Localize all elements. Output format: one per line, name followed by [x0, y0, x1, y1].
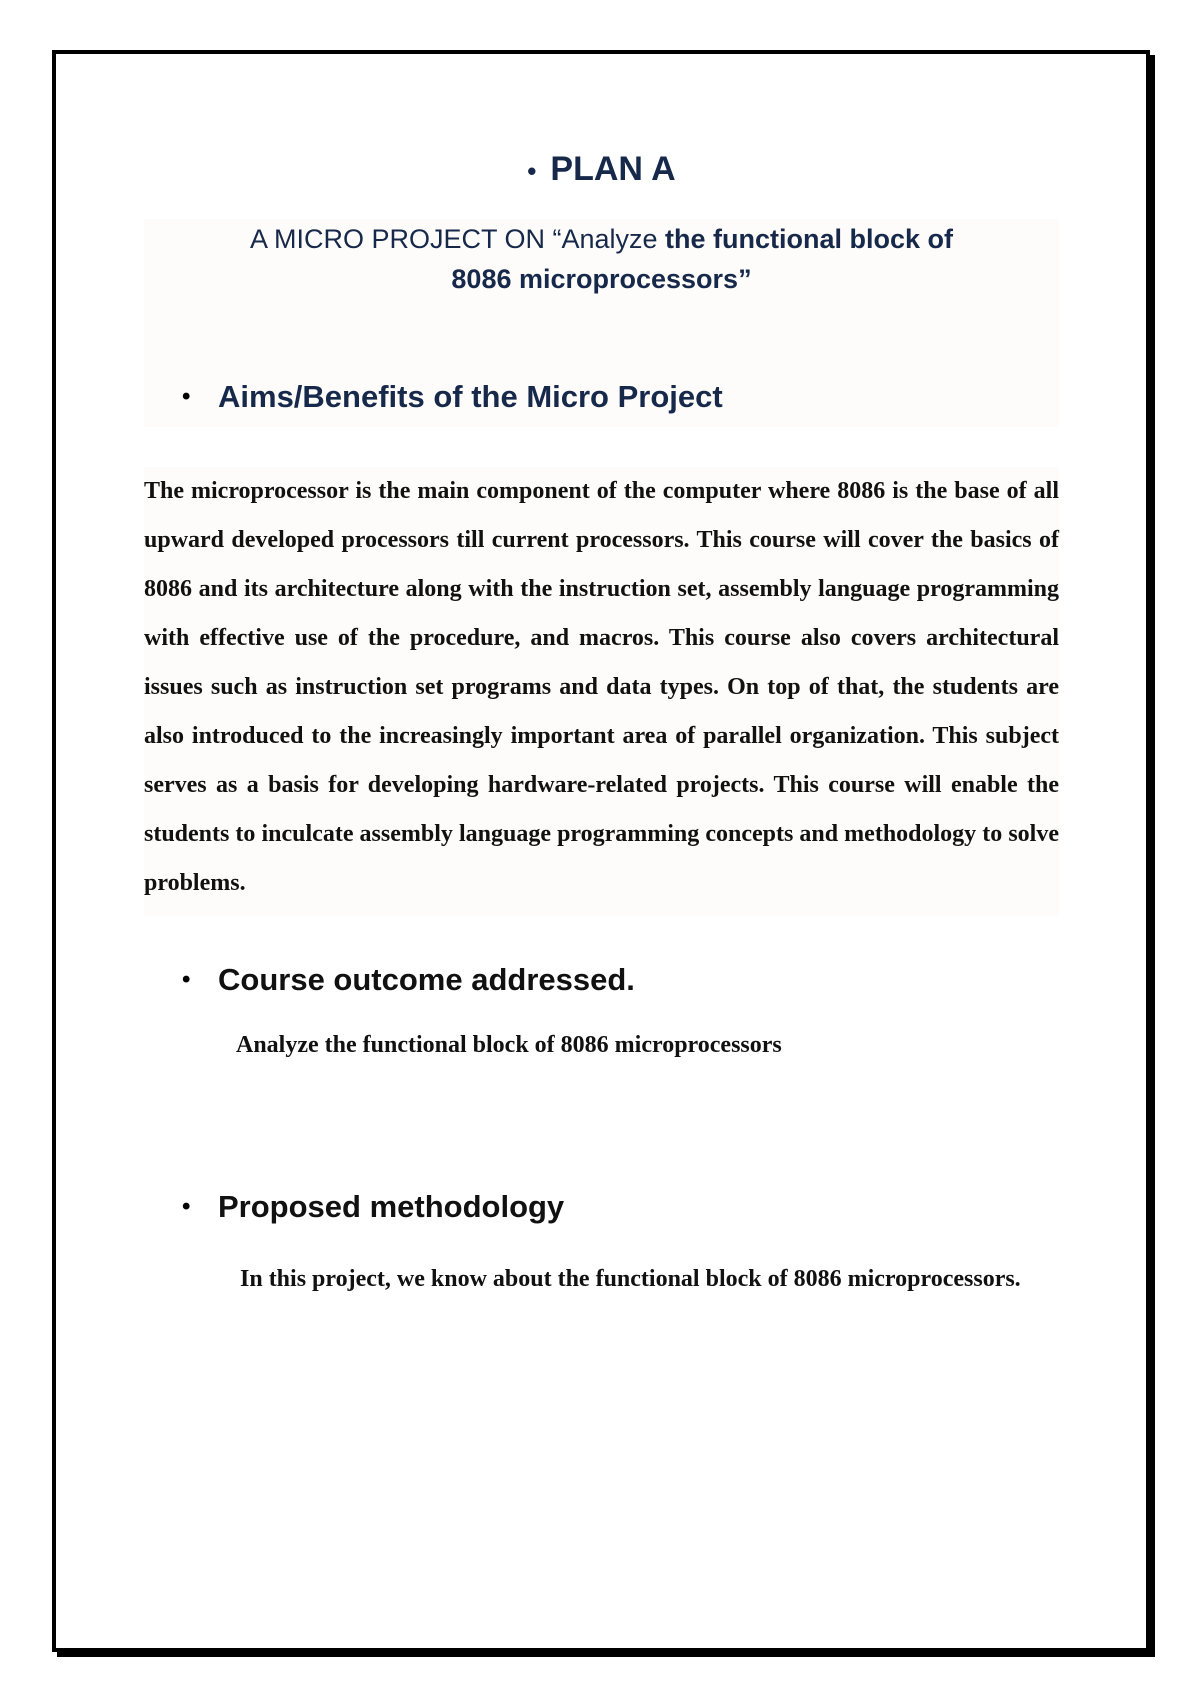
document-content	[144, 150, 1059, 1304]
outcome-body: Analyze the functional block of 8086 microprocessors	[236, 1032, 782, 1058]
project-heading-prefix: A MICRO PROJECT ON “	[249, 224, 562, 254]
methodology-heading	[144, 1189, 1059, 1225]
title-section	[144, 219, 1059, 427]
methodology-bullet: •	[182, 1193, 191, 1220]
project-heading-analyze: Analyze	[561, 224, 658, 254]
aims-body: The microprocessor is the main component of the computer where 8086 is the base of all upward developed processors till current processors. This course will cover the basics of 8086 and its architecture along with the instruction set, assembly language programming with effective use of the procedure, and macros. This course also covers architectural issues such as instruction set programs and data types. On top of that, the students are also introduced to the increasingly important area of parallel organization. This subject serves as a basis for developing hardware-related projects. This course will enable the students to inculcate assembly language programming concepts and methodology to solve problems.	[144, 478, 1059, 896]
plan-title-text: PLAN A	[550, 150, 676, 188]
aims-heading	[144, 379, 1059, 415]
outcome-heading	[144, 962, 1059, 998]
outcome-bullet: •	[182, 966, 191, 993]
aims-bullet: •	[182, 383, 191, 410]
project-heading	[144, 219, 1059, 299]
methodology-body: In this project, we know about the functional block of 8086 microprocessors.	[240, 1266, 1021, 1292]
aims-body-section	[144, 467, 1059, 916]
methodology-heading-text: Proposed methodology	[218, 1189, 565, 1224]
project-heading-title: the functional block of	[657, 224, 954, 254]
outcome-heading-text: Course outcome addressed.	[218, 962, 635, 997]
project-heading-line2: 8086 microprocessors”	[451, 264, 752, 294]
aims-heading-text: Aims/Benefits of the Micro Project	[218, 379, 723, 414]
plan-bullet: •	[527, 155, 537, 186]
plan-title	[144, 150, 1059, 189]
